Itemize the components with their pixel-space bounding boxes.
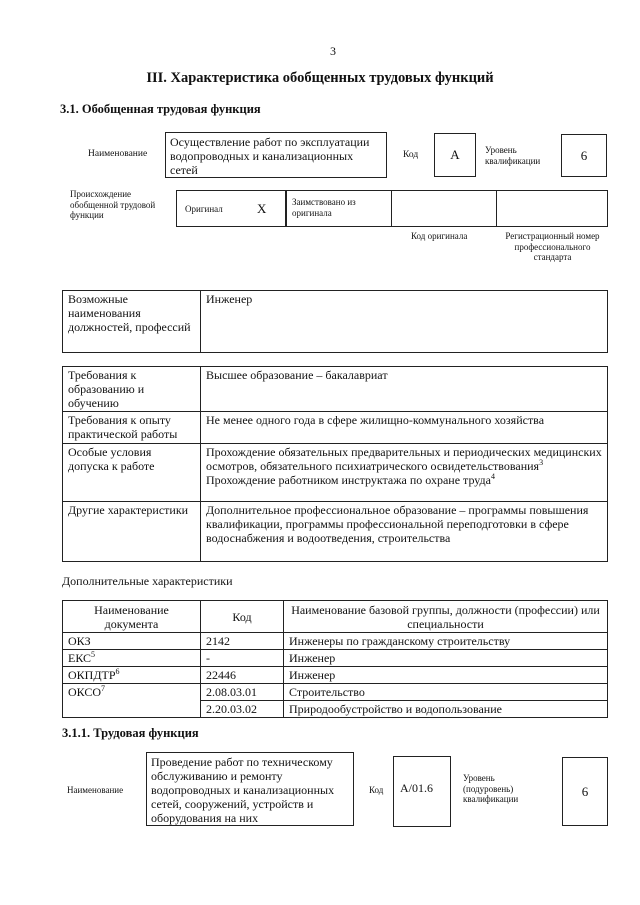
tf-name-value: Проведение работ по техническому обслуживанию и ремонту водопроводных и канализационных сетей, сооружений, устройств и оборудования на них [146, 752, 354, 826]
extra-row-code: - [201, 650, 284, 667]
gtf-code-value: А [434, 133, 476, 177]
tf-name-label: Наименование [67, 785, 124, 795]
positions-table [62, 290, 608, 353]
extra-row-code: 22446 [201, 667, 284, 684]
extra-header-name: Наименование базовой группы, должности (профессии) или специальности [284, 601, 608, 633]
positions-label: Возможные наименования должностей, профессий [63, 291, 201, 353]
tf-level-value: 6 [562, 757, 608, 826]
tf-heading: 3.1.1. Трудовая функция [62, 726, 199, 740]
extra-row-code: 2.08.03.01 [201, 684, 284, 701]
gtf-heading: 3.1. Обобщенная трудовая функция [60, 102, 261, 116]
doc-name: ЕКС [68, 651, 92, 665]
extra-row-name: Строительство [284, 684, 608, 701]
tf-code-label: Код [369, 785, 384, 795]
gtf-name-value: Осуществление работ по эксплуатации водопроводных и канализационных сетей [165, 132, 387, 178]
borrowed-label: Заимствовано из оригинала [292, 197, 356, 218]
req-admission-label: Особые условия допуска к работе [63, 444, 201, 502]
extra-row-name: Инженер [284, 667, 608, 684]
gtf-level-value: 6 [561, 134, 607, 177]
section-title: III. Характеристика обобщенных трудовых функций [146, 70, 494, 86]
tf-level-label: Уровень (подуровень) квалификации [463, 773, 519, 804]
gtf-name-label: Наименование [88, 149, 148, 159]
footnote-mark: 3 [539, 458, 544, 467]
req-experience-label: Требования к опыту практической работы [63, 412, 201, 444]
extra-heading: Дополнительные характеристики [62, 574, 233, 588]
extra-row-code: 2.20.03.02 [201, 701, 284, 718]
req-education-value: Высшее образование – бакалавриат [201, 367, 608, 412]
extra-row-doc [63, 650, 201, 667]
page-number: 3 [330, 44, 336, 58]
extra-row-code: 2142 [201, 633, 284, 650]
extra-row-doc [63, 667, 201, 684]
req-admission-text-2: Прохождение работником инструктажа по охране труда [206, 473, 491, 487]
req-experience-value: Не менее одного года в сфере жилищно-коммунального хозяйства [201, 412, 608, 444]
req-other-value: Дополнительное профессиональное образование – программы повышения квалификации, программы профессиональной переподготовки в сфере водоснабжения и водоотведения, строительства [201, 502, 608, 562]
req-admission-text: Прохождение обязательных предварительных и периодических медицинских осмотров, обязательного психиатрического освидетельствования [206, 445, 602, 473]
gtf-code-label: Код [403, 150, 419, 160]
req-education-label: Требования к образованию и обучению [63, 367, 201, 412]
original-label: Оригинал [185, 204, 223, 214]
doc-name: ОКСО [68, 685, 102, 699]
reg-number-label: Регистрационный номер профессионального стандарта [505, 231, 600, 262]
extra-row-name: Инженер [284, 650, 608, 667]
tf-code-value: А/01.6 [393, 756, 451, 827]
code-original-label: Код оригинала [411, 231, 468, 241]
original-mark: Х [257, 201, 267, 216]
extra-row-name: Природообустройство и водопользование [284, 701, 608, 718]
footnote-mark: 7 [101, 684, 106, 693]
extra-header-code: Код [201, 601, 284, 633]
req-other-label: Другие характеристики [63, 502, 201, 562]
req-admission-value [201, 444, 608, 502]
extra-row-name: Инженеры по гражданскому строительству [284, 633, 608, 650]
requirements-table [62, 366, 608, 562]
footnote-mark: 5 [91, 650, 96, 659]
footnote-mark: 4 [490, 472, 495, 481]
extra-row-doc [63, 684, 201, 718]
gtf-level-label: Уровень квалификации [485, 145, 541, 166]
reg-number-cell [496, 190, 608, 227]
footnote-mark: 6 [115, 667, 120, 676]
extra-header-doc: Наименование документа [63, 601, 201, 633]
extra-row-doc: ОКЗ [63, 633, 201, 650]
gtf-origin-label: Происхождение обобщенной трудовой функции [70, 189, 156, 220]
positions-value: Инженер [201, 291, 608, 353]
code-original-cell [391, 190, 497, 227]
doc-name: ОКПДТР [68, 668, 116, 682]
extra-table [62, 600, 608, 718]
